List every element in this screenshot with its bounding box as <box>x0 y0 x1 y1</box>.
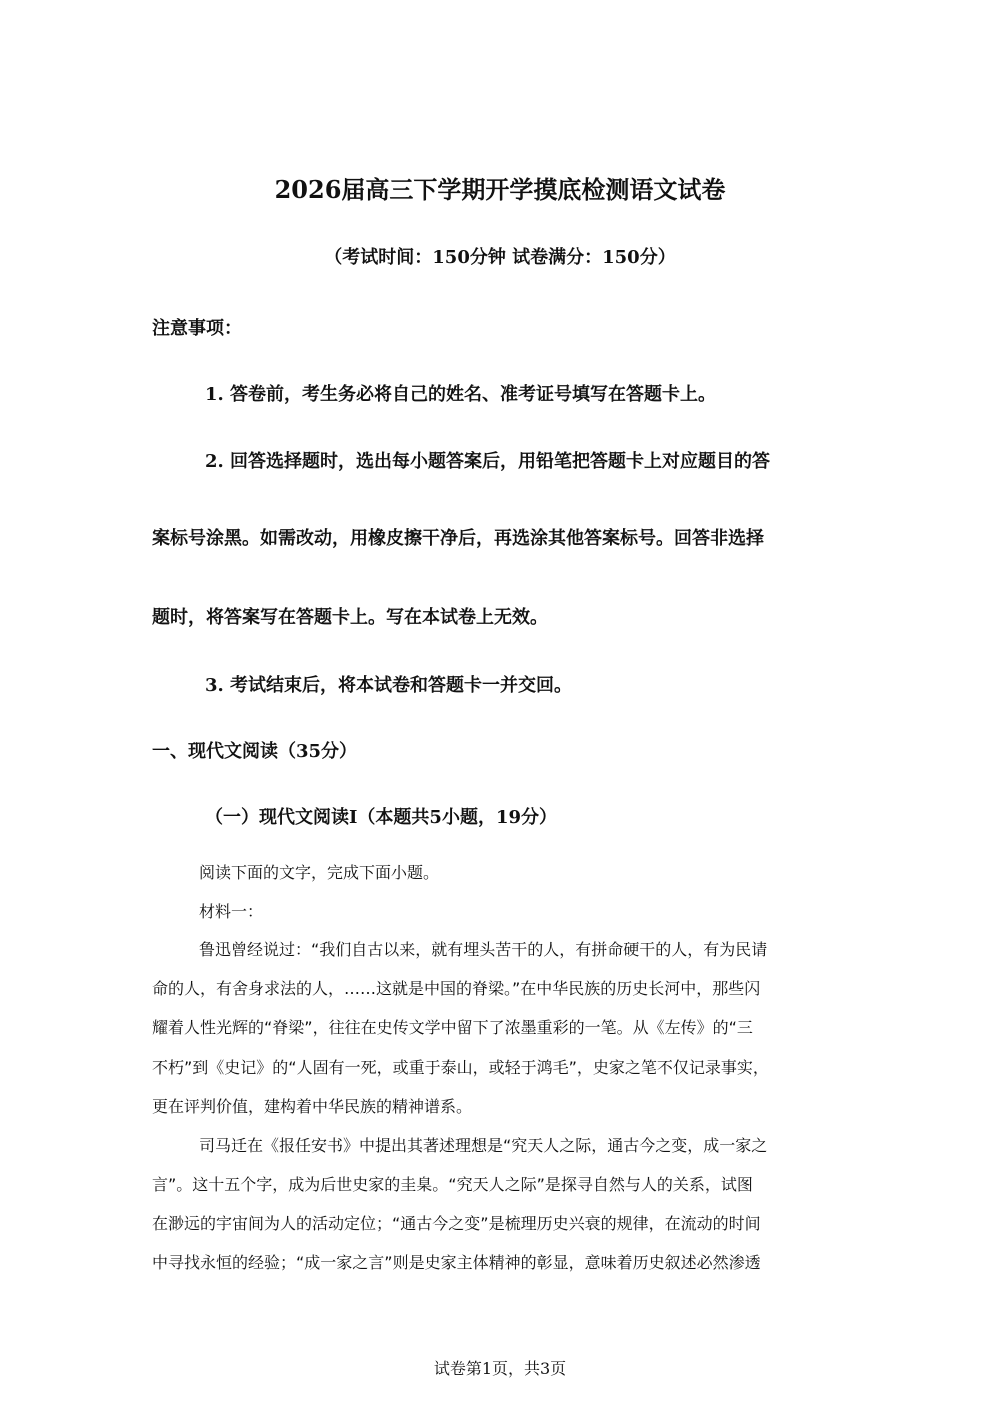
exam-info: （考试时间：150分钟 试卷满分：150分） <box>324 247 676 268</box>
notes-item-1: 1. 答卷前，考生务必将自己的姓名、准考证号填写在答题卡上。 <box>205 384 717 405</box>
paragraph-2-line-1: 司马迁在《报任安书》中提出其著述理想是“究天人之际，通古今之变，成一家之 <box>199 1136 768 1155</box>
paragraph-1-line-4: 不朽”到《史记》的“人固有一死，或重于泰山，或轻于鸿毛”，史家之笔不仅记录事实， <box>152 1058 769 1077</box>
paragraph-2-line-2: 言”。这十五个字，成为后世史家的圭臬。“究天人之际”是探寻自然与人的关系，试图 <box>152 1175 753 1194</box>
subsection-heading: （一）现代文阅读I（本题共5小题，19分） <box>205 807 557 828</box>
notes-item-2-line-3: 题时，将答案写在答题卡上。写在本试卷上无效。 <box>152 607 548 628</box>
notes-item-2-line-1: 2. 回答选择题时，选出每小题答案后，用铅笔把答题卡上对应题目的答 <box>205 451 771 472</box>
page-title: 2026届高三下学期开学摸底检测语文试卷 <box>274 175 726 204</box>
paragraph-2-line-3: 在渺远的宇宙间为人的活动定位；“通古今之变”是梳理历史兴衰的规律，在流动的时间 <box>152 1214 761 1233</box>
notes-item-3: 3. 考试结束后，将本试卷和答题卡一并交回。 <box>205 675 573 696</box>
paragraph-2-line-4: 中寻找永恒的经验；“成一家之言”则是史家主体精神的彰显，意味着历史叙述必然渗透 <box>152 1253 761 1272</box>
paragraph-1-line-5: 更在评判价值，建构着中华民族的精神谱系。 <box>152 1097 473 1116</box>
material-label: 材料一： <box>199 902 264 921</box>
page-number: 试卷第1页，共3页 <box>433 1359 567 1378</box>
notes-item-2-line-2: 案标号涂黑。如需改动，用橡皮擦干净后，再选涂其他答案标号。回答非选择 <box>152 528 764 549</box>
notes-heading: 注意事项： <box>152 318 242 339</box>
paragraph-1-line-3: 耀着人性光辉的“脊梁”，往往在史传文学中留下了浓墨重彩的一笔。从《左传》的“三 <box>152 1018 753 1037</box>
reading-instruction: 阅读下面的文字，完成下面小题。 <box>199 863 440 882</box>
paragraph-1-line-2: 命的人，有舍身求法的人，……这就是中国的脊梁。”在中华民族的历史长河中，那些闪 <box>152 979 761 998</box>
paragraph-1-line-1: 鲁迅曾经说过：“我们自古以来，就有埋头苦干的人，有拼命硬干的人，有为民请 <box>199 940 768 959</box>
section-heading: 一、现代文阅读（35分） <box>152 741 358 762</box>
